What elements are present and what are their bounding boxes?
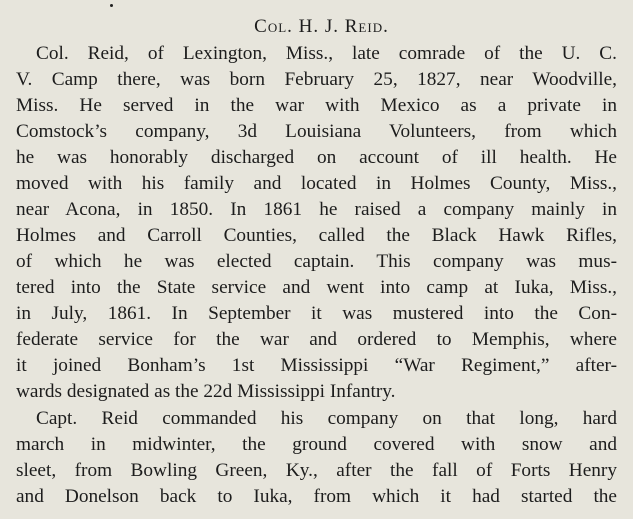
- text-line: Capt. Reid commanded his company on that long, hard: [36, 408, 617, 429]
- text-line: he was honorably discharged on account of ill health. He: [16, 147, 617, 168]
- text-line: Miss. He served in the war with Mexico as a private in: [16, 95, 617, 116]
- text-line: in July, 1861. In September it was mustered into the Con-: [16, 303, 617, 324]
- text-line: tered into the State service and went into camp at Iuka, Miss.,: [16, 277, 617, 298]
- text-line: federate service for the war and ordered to Memphis, where: [16, 329, 617, 350]
- print-speck: [110, 4, 113, 7]
- text-line: V. Camp there, was born February 25, 1827, near Woodville,: [16, 69, 617, 90]
- text-line: Comstock’s company, 3d Louisiana Volunteers, from which: [16, 121, 617, 142]
- text-line: Col. Reid, of Lexington, Miss., late comrade of the U. C.: [36, 43, 617, 64]
- text-line: sleet, from Bowling Green, Ky., after the fall of Forts Henry: [16, 460, 617, 481]
- text-line: of which he was elected captain. This company was mus-: [16, 251, 617, 272]
- text-line: wards designated as the 22d Mississippi Infantry.: [16, 381, 396, 402]
- article-title: Col. H. J. Reid.: [254, 16, 389, 37]
- text-line: and Donelson back to Iuka, from which it had started the: [16, 486, 617, 507]
- text-line: Holmes and Carroll Counties, called the Black Hawk Rifles,: [16, 225, 617, 246]
- text-line: it joined Bonham’s 1st Mississippi “War Regiment,” after-: [16, 355, 617, 376]
- text-line: march in midwinter, the ground covered with snow and: [16, 434, 617, 455]
- text-line: moved with his family and located in Holmes County, Miss.,: [16, 173, 617, 194]
- text-line: near Acona, in 1850. In 1861 he raised a company mainly in: [16, 199, 617, 220]
